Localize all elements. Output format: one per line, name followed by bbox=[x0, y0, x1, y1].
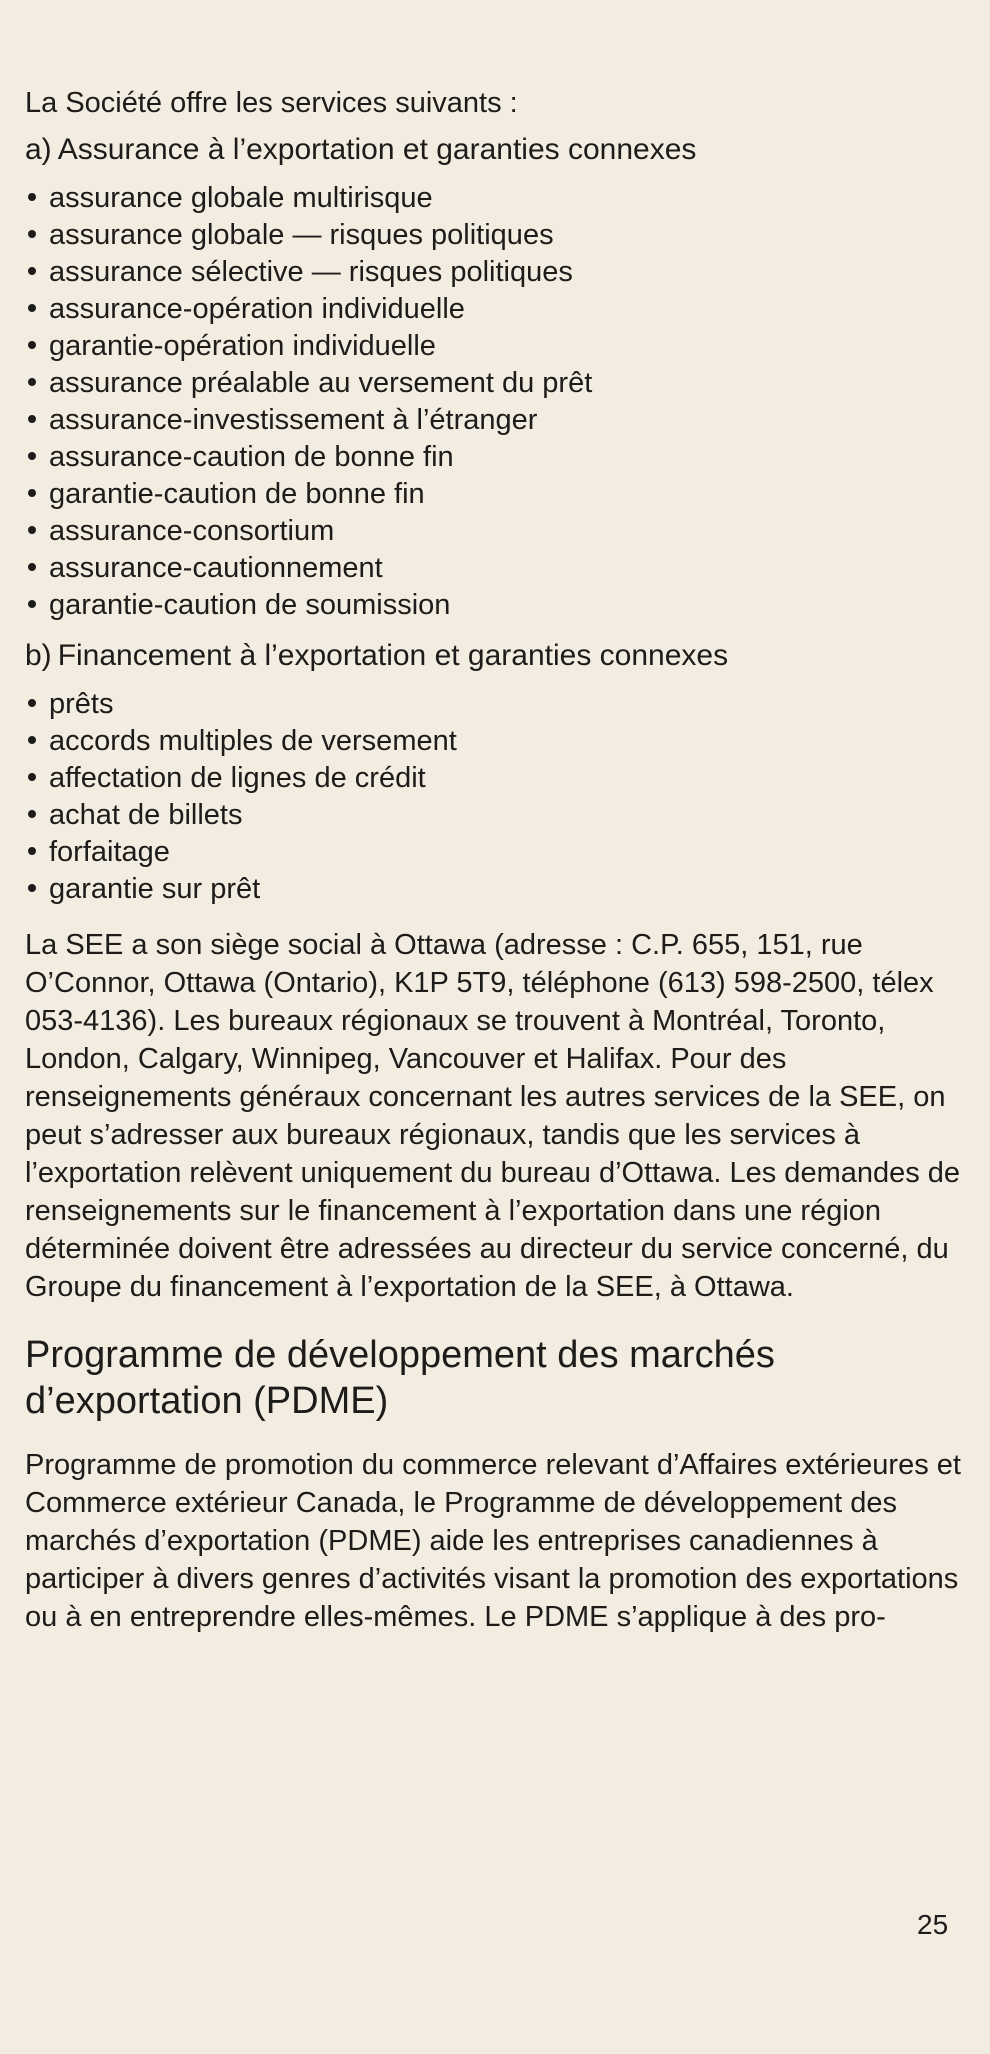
section-b-item-label: garantie sur prêt bbox=[49, 873, 261, 905]
section-b-item-label: prêts bbox=[49, 688, 114, 720]
section-a-list bbox=[25, 180, 965, 624]
section-b-item bbox=[25, 723, 965, 760]
section-a-item bbox=[25, 291, 965, 328]
bullet-icon bbox=[28, 489, 36, 497]
section-a-item-label: assurance-consortium bbox=[49, 515, 335, 547]
section-a-item-label: assurance-investissement à l’étranger bbox=[49, 404, 538, 436]
bullet-icon bbox=[28, 267, 36, 275]
section-a-item-label: assurance-cautionnement bbox=[49, 552, 383, 584]
section-a-item bbox=[25, 587, 965, 624]
bullet-icon bbox=[28, 526, 36, 534]
section-b-item bbox=[25, 871, 965, 908]
section-b-item-label: achat de billets bbox=[49, 799, 243, 831]
bullet-icon bbox=[28, 304, 36, 312]
section-a-item-label: garantie-caution de bonne fin bbox=[49, 478, 425, 510]
section-a-item bbox=[25, 513, 965, 550]
bullet-icon bbox=[28, 563, 36, 571]
section-b-item bbox=[25, 834, 965, 871]
section-a-item-label: assurance globale multirisque bbox=[49, 182, 433, 214]
bullet-icon bbox=[28, 884, 36, 892]
section-a-item bbox=[25, 217, 965, 254]
section-b-item-label: accords multiples de versement bbox=[49, 725, 457, 757]
bullet-icon bbox=[28, 600, 36, 608]
section-a-title: Assurance à l’exportation et garanties connexes bbox=[57, 133, 697, 166]
section-a-item-label: assurance-caution de bonne fin bbox=[49, 441, 454, 473]
section-a-item-label: garantie-caution de soumission bbox=[49, 589, 451, 621]
bullet-icon bbox=[28, 699, 36, 707]
section-a-letter: a) bbox=[25, 133, 52, 166]
section-a-item bbox=[25, 328, 965, 365]
section-b-title: Financement à l’exportation et garanties connexes bbox=[57, 639, 729, 672]
section-b-item bbox=[25, 760, 965, 797]
section-a-item-label: garantie-opération individuelle bbox=[49, 330, 436, 362]
intro-text: La Société offre les services suivants : bbox=[25, 87, 518, 119]
bullet-icon bbox=[28, 378, 36, 386]
section-a-item bbox=[25, 365, 965, 402]
section-b-letter: b) bbox=[25, 639, 52, 672]
pdme-paragraph: Programme de promotion du commerce relevant d’Affaires extérieures et Commerce extérieur Canada, le Programme de développement des marchés d’exportation (PDME) aide les entreprises canadiennes à participer à divers genres d’activités visant la promotion des exportations ou à en entreprendre elles-mêmes. Le PDME s’applique à des pro- bbox=[25, 1449, 961, 1633]
section-a-item-label: assurance globale — risques politiques bbox=[49, 219, 554, 251]
see-paragraph: La SEE a son siège social à Ottawa (adresse : C.P. 655, 151, rue O’Connor, Ottawa (Ontario), K1P 5T9, téléphone (613) 598-2500, télex 053-4136). Les bureaux régionaux se trouvent à Montréal, Toronto, London, Calgary, Winnipeg, Vancouver et Halifax. Pour des renseignements généraux concernant les autres services de la SEE, on peut s’adresser aux bureaux régionaux, tandis que les services à l’exportation relèvent uniquement du bureau d’Ottawa. Les demandes de renseignements sur le financement à l’exportation dans une région déterminée doivent être adressées au directeur du service concerné, du Groupe du financement à l’exportation de la SEE, à Ottawa. bbox=[25, 929, 961, 1303]
section-a-item bbox=[25, 254, 965, 291]
bullet-icon bbox=[28, 341, 36, 349]
bullet-icon bbox=[28, 193, 36, 201]
section-a-item-label: assurance-opération individuelle bbox=[49, 293, 465, 325]
section-a-item bbox=[25, 180, 965, 217]
section-b-item-label: forfaitage bbox=[49, 836, 170, 868]
page-number: 25 bbox=[917, 1909, 949, 1940]
section-b-item bbox=[25, 686, 965, 723]
section-a-item bbox=[25, 402, 965, 439]
section-a-item-label: assurance préalable au versement du prêt bbox=[49, 367, 593, 399]
section-a-item bbox=[25, 550, 965, 587]
section-b-list bbox=[25, 686, 965, 908]
section-a-item-label: assurance sélective — risques politiques bbox=[49, 256, 573, 288]
section-b-heading bbox=[25, 636, 965, 676]
section-b-item bbox=[25, 797, 965, 834]
pdme-heading: Programme de développement des marchés d’exportation (PDME) bbox=[25, 1334, 775, 1422]
bullet-icon bbox=[28, 230, 36, 238]
bullet-icon bbox=[28, 847, 36, 855]
section-a-item bbox=[25, 476, 965, 513]
section-b-item-label: affectation de lignes de crédit bbox=[49, 762, 426, 794]
section-a-heading bbox=[25, 130, 965, 170]
section-a-item bbox=[25, 439, 965, 476]
bullet-icon bbox=[28, 773, 36, 781]
bullet-icon bbox=[28, 736, 36, 744]
page-content bbox=[25, 84, 965, 1662]
bullet-icon bbox=[28, 452, 36, 460]
bullet-icon bbox=[28, 415, 36, 423]
bullet-icon bbox=[28, 810, 36, 818]
